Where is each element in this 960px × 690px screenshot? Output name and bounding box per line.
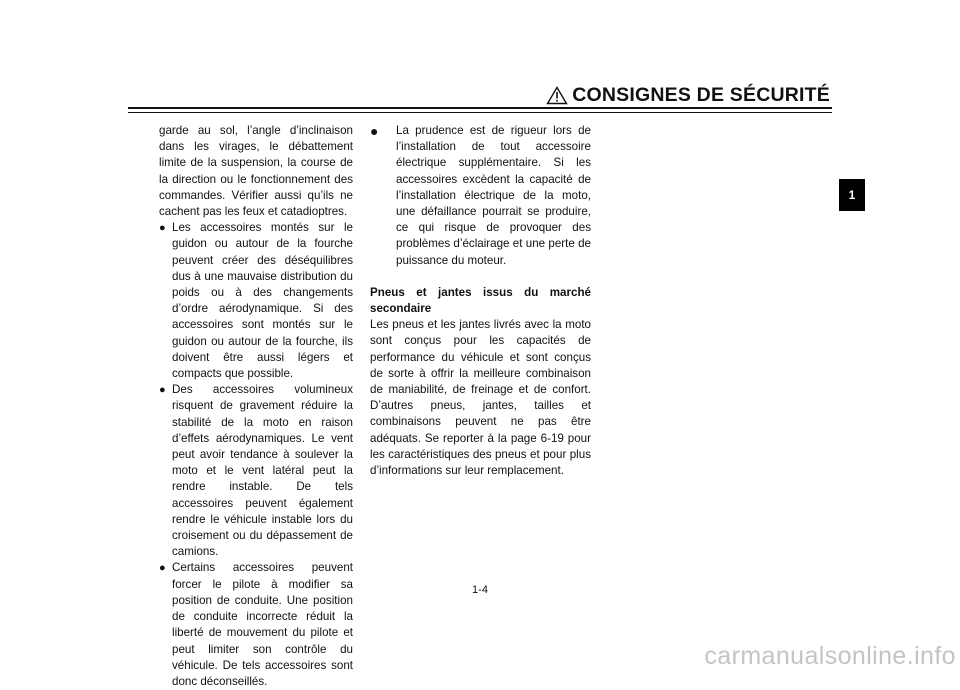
- section-heading: Pneus et jantes issus du marché secondaire: [370, 285, 591, 316]
- bullet-icon: ●: [159, 562, 166, 575]
- header-divider: [128, 107, 832, 109]
- intro-paragraph: garde au sol, l’angle d’inclinaison dans les virages, le débattement limite de la suspension, la course de la direction ou le fonctionnement des commandes. Vérifier aussi qu’ils ne cachent pas les feux et catadioptres.: [159, 124, 353, 219]
- list-item-text: Les accessoires montés sur le guidon ou autour de la fourche peuvent créer des déséquilibres dus à une mauvaise distribution du poids ou à des changements d’ordre aérodynamique. Si des accessoires sont montés sur le guidon ou autour de la fourche, ils doivent être aussi légers et compacts que possible.: [172, 221, 353, 381]
- list-item: [159, 560, 353, 690]
- left-column: [159, 123, 353, 690]
- header-divider-thin: [128, 112, 832, 113]
- list-item: [159, 382, 353, 560]
- list-item-text: Certains accessoires peuvent forcer le pilote à modifier sa position de conduite. Une position de conduite incorrecte réduit la liberté de mouvement du pilote et peut limiter son contrôle du véhicule. De tels accessoires sont donc déconseillés.: [172, 561, 353, 688]
- list-item-text: La prudence est de rigueur lors de l’installation de tout accessoire électrique supplémentaire. Si les accessoires excèdent la capacité de l’installation électrique de la moto, une défaillance pourrait se produire, ce qui risque de provoquer des problèmes d’éclairage et une perte de puissance du moteur.: [396, 124, 591, 267]
- list-item: [159, 220, 353, 382]
- bullet-icon: ●: [159, 384, 166, 397]
- list-item: [370, 123, 591, 269]
- bullet-icon: ●: [370, 123, 379, 139]
- chapter-tab: 1: [839, 179, 865, 211]
- watermark: carmanualsonline.info: [704, 642, 956, 670]
- warning-triangle-icon: [546, 86, 568, 105]
- section-header: [546, 84, 830, 107]
- section-title: CONSIGNES DE SÉCURITÉ: [572, 84, 830, 106]
- list-item-text: Des accessoires volumineux risquent de gravement réduire la stabilité de la moto en raison d’effets aérodynamiques. Le vent peut avoir tendance à soulever la moto et le vent latéral peut la rendre instable. De tels accessoires peuvent également rendre le véhicule instable lors du croisement ou du dépassement de camions.: [172, 383, 353, 559]
- page-number: 1-4: [472, 584, 488, 596]
- right-column: [370, 123, 591, 479]
- bullet-icon: ●: [159, 222, 166, 235]
- body-paragraph: Les pneus et les jantes livrés avec la moto sont conçus pour les capacités de performance du véhicule et sont conçus de sorte à offrir la meilleure combinaison de maniabilité, de freinage et de confort. D’autres pneus, jantes, tailles et combinaisons peuvent ne pas être adéquats. Se reporter à la page 6-19 pour les caractéristiques des pneus et pour plus d’informations sur leur remplacement.: [370, 318, 591, 478]
